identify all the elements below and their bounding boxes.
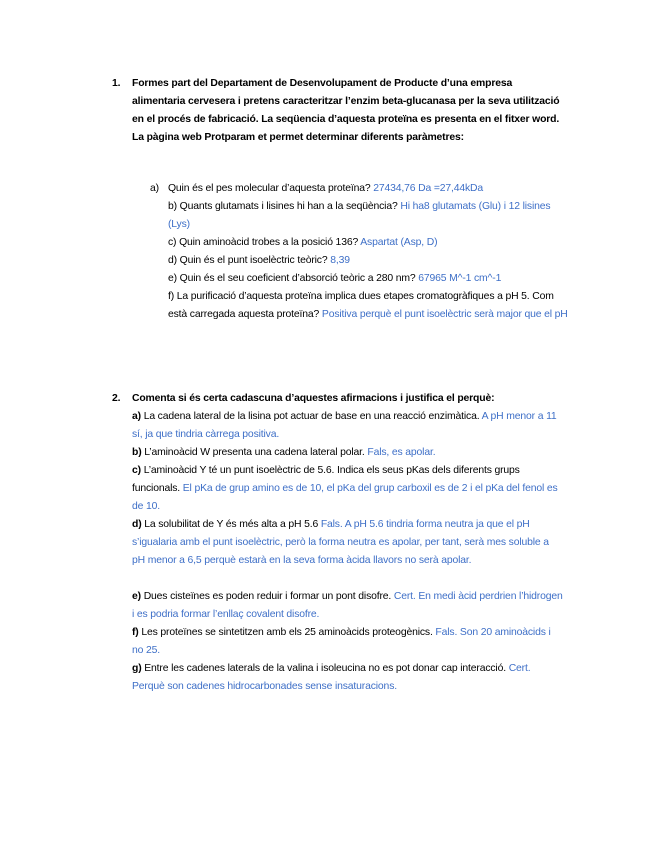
question-2b-text: L’aminoàcid W presenta una cadena lateral polar.: [141, 447, 368, 458]
question-1b-text: b) Quants glutamats i lisines hi han a la seqüència?: [168, 201, 401, 212]
question-2-intro: Comenta si és certa cadascuna d’aquestes afirmacions i justifica el perquè:: [132, 393, 495, 404]
question-2a-label: a): [132, 411, 141, 422]
question-1b: [168, 198, 568, 234]
question-2c-text: L’aminoàcid Y té un punt isoelèctric de 5.6. Indica els seus pKas dels diferents grups funcionals.: [132, 465, 520, 494]
question-2e-answer: Cert. En medi àcid perdrien l’hidrogen i es podria formar l’enllaç covalent disofre.: [132, 591, 563, 620]
question-1-number: 1.: [112, 78, 121, 89]
question-2e: [132, 588, 564, 624]
question-1a-text: Quin és el pes molecular d’aquesta proteïna?: [168, 183, 374, 194]
question-2b-label: b): [132, 447, 142, 458]
question-2d-answer: Fals. A pH 5.6 tindria forma neutra ja que el pH s’igualaria amb el punt isoelèctric, però la forma neutra es apolar, per tant, serà mes soluble a pH menor a 6,5 perquè estarà en la seva forma àcida llavors no serà apolar.: [132, 519, 549, 566]
question-2g-text: Entre les cadenes laterals de la valina i isoleucina no es pot donar cap interacció.: [141, 663, 509, 674]
question-2e-text: Dues cisteïnes es poden reduir i formar un pont disofre.: [140, 591, 394, 602]
question-2a: [132, 408, 564, 444]
question-1a-answer: 27434,76 Da =27,44kDa: [373, 183, 484, 194]
question-2f: [132, 624, 564, 660]
question-2c-label: c): [132, 465, 141, 476]
question-1e-text: e) Quin és el seu coeficient d’absorció teòric a 280 nm?: [168, 273, 419, 284]
question-1c: [168, 234, 568, 252]
question-1b-answer: Hi ha8 glutamats (Glu) i 12 lisines (Lys): [168, 201, 551, 230]
question-2f-answer: Fals. Son 20 aminoàcids i no 25.: [132, 627, 551, 656]
question-2b: [132, 444, 564, 462]
question-2a-text: La cadena lateral de la lisina pot actuar de base en una reacció enzimàtica.: [140, 411, 482, 422]
question-1e-answer: 67965 M^-1 cm^-1: [418, 273, 502, 284]
question-2-number: 2.: [112, 393, 121, 404]
question-2g: [132, 660, 564, 696]
question-2d-label: d): [132, 519, 142, 530]
question-1c-answer: Aspartat (Asp, D): [360, 237, 438, 248]
question-2g-label: g): [132, 663, 142, 674]
question-2c-answer: El pKa de grup amino es de 10, el pKa del grup carboxil es de 2 i el pKa del fenol es de 10.: [132, 483, 558, 512]
question-2e-label: e): [132, 591, 141, 602]
question-2d: [132, 516, 564, 570]
question-1f: [168, 288, 568, 324]
question-1a: [168, 180, 568, 198]
question-1-intro: Formes part del Departament de Desenvolupament de Producte d’una empresa alimentaria cervesera i pretens caracteritzar l’enzim beta-glucanasa per la seva utilització en el procés de fabricació. La seqüencia d’aquesta proteïna es presenta en el fitxer word. La pàgina web Protparam et permet determinar diferents paràmetres:: [132, 78, 560, 143]
question-2a-answer: A pH menor a 11 sí, ja que tindria càrrega positiva.: [132, 411, 557, 440]
question-1d: [168, 252, 568, 270]
question-2c: [132, 462, 564, 516]
question-2b-answer: Fals, es apolar.: [367, 447, 436, 458]
question-1e: [168, 270, 578, 288]
question-1a-label: a): [150, 183, 159, 194]
question-1d-answer: 8,39: [330, 255, 350, 266]
question-1f-text: f) La purificació d’aquesta proteïna implica dues etapes cromatogràfiques a pH 5. Com està carregada aquesta proteïna?: [168, 291, 554, 320]
question-2g-answer: Cert. Perquè son cadenes hidrocarbonades sense insaturacions.: [132, 663, 531, 692]
question-2f-text: Les proteïnes se sintetitzen amb els 25 aminoàcids proteogènics.: [138, 627, 436, 638]
question-2d-text: La solubilitat de Y és més alta a pH 5.6: [141, 519, 321, 530]
question-1c-text: c) Quin aminoàcid trobes a la posició 136?: [168, 237, 361, 248]
question-2f-label: f): [132, 627, 139, 638]
question-1d-text: d) Quin és el punt isoelèctric teòric?: [168, 255, 331, 266]
question-1f-answer: Positiva perquè el punt isoelèctric serà major que el pH: [321, 309, 568, 320]
